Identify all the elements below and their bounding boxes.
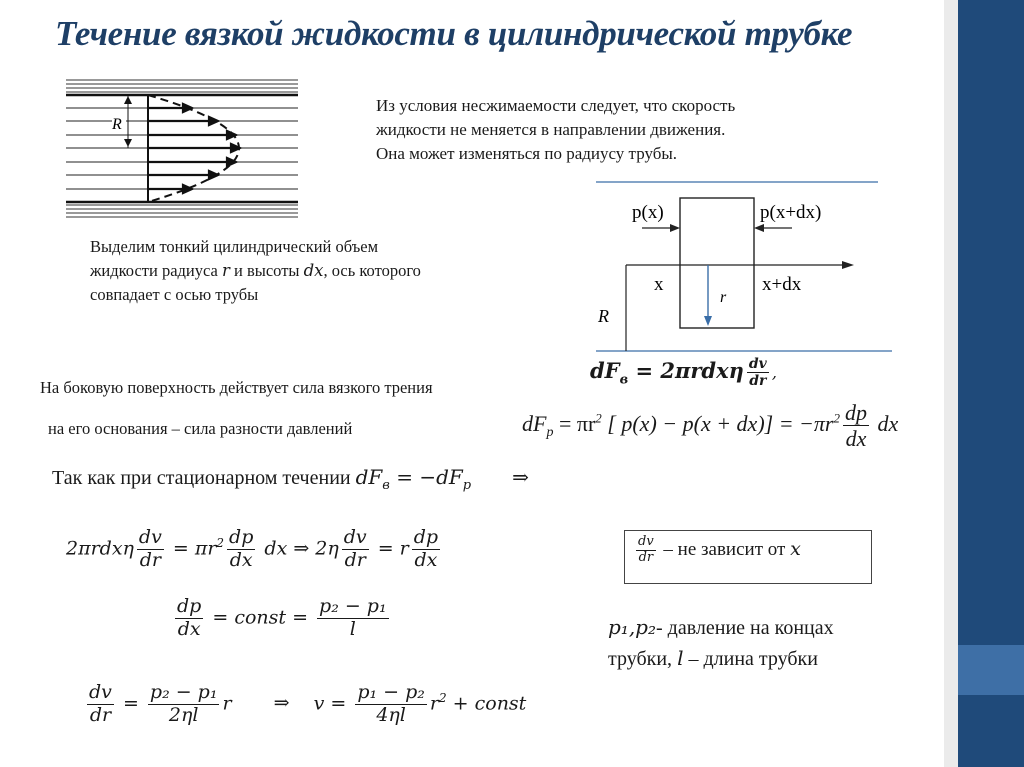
pipe-radius-label: R	[112, 116, 122, 133]
volume-paragraph	[90, 235, 421, 307]
formula-pressure-force: $dF_p = \pi r^2$ [ $p(x) - p(x + dx)] = -\pi r^2$ $\frac{dp}{dx}$ dx	[522, 400, 899, 452]
volume-line-3: совпадает с осью трубы	[90, 285, 259, 304]
slide-title: Течение вязкой жидкости в цилиндрической трубке	[55, 14, 853, 53]
note-text: – не зависит от	[663, 538, 786, 560]
note-box: $\frac{dv}{dr}$ – не зависит от x	[624, 530, 872, 584]
side-band-accent	[958, 645, 1024, 695]
label-p-x-dx: p(x+dx)	[760, 202, 822, 223]
label-r: r	[720, 289, 727, 306]
pressure-note: p₁,p₂- давление на концах трубки, l – длина трубки	[608, 615, 834, 670]
volume-line-1: Выделим тонкий цилиндрический объем	[90, 237, 379, 256]
formula-pressure-gradient: $\frac{dp}{dx}$ = const = $\frac{\text{p₂ − p₁}}{l}$	[177, 595, 387, 640]
label-x-dx: x+dx	[762, 274, 802, 295]
viscous-force-text: На боковую поверхность действует сила вязкого трения	[40, 378, 433, 397]
formula-viscous-force: $dF_в = 2\pi rdx\eta$ $\frac{dv}{dr}$ ,	[590, 356, 777, 390]
intro-line-2: жидкости не меняется в направлении движения.	[376, 120, 726, 139]
label-R: R	[598, 306, 609, 326]
fluid-element-rect	[680, 198, 754, 328]
formula-velocity-profile: $\frac{dv}{dr}$ = $\frac{\text{p₂ − p₁}}{2\eta l}$ r ⇒ v = $\frac{\text{p₁ − p₂}}{4\eta l}$ $r^2$ + const	[89, 681, 527, 726]
fluid-element-diagram	[592, 178, 902, 356]
side-band-grey	[944, 0, 958, 767]
stationary-line: Так как при стационарном течении $dF_в = -dF_p$ ⇒	[52, 465, 529, 493]
intro-line-1: Из условия несжимаемости следует, что скорость	[376, 96, 736, 115]
intro-line-3: Она может изменяться по радиусу трубы.	[376, 144, 678, 163]
label-p-x: p(x)	[632, 202, 664, 223]
label-x: x	[654, 274, 664, 295]
pressure-force-text: на его основания – сила разности давлений	[48, 419, 353, 438]
intro-paragraph	[376, 94, 735, 166]
pipe-flow-diagram	[62, 78, 302, 220]
volume-line-2: жидкости радиуса r и высоты dx, ось которого	[90, 261, 421, 280]
formula-equilibrium: 2πrdxη $\frac{dv}{dr}$ = $\pi r^2$ $\frac{dp}{dx}$ dx ⇒ 2η $\frac{dv}{dr}$ = r $\frac{dp}{dx}$	[66, 526, 439, 571]
